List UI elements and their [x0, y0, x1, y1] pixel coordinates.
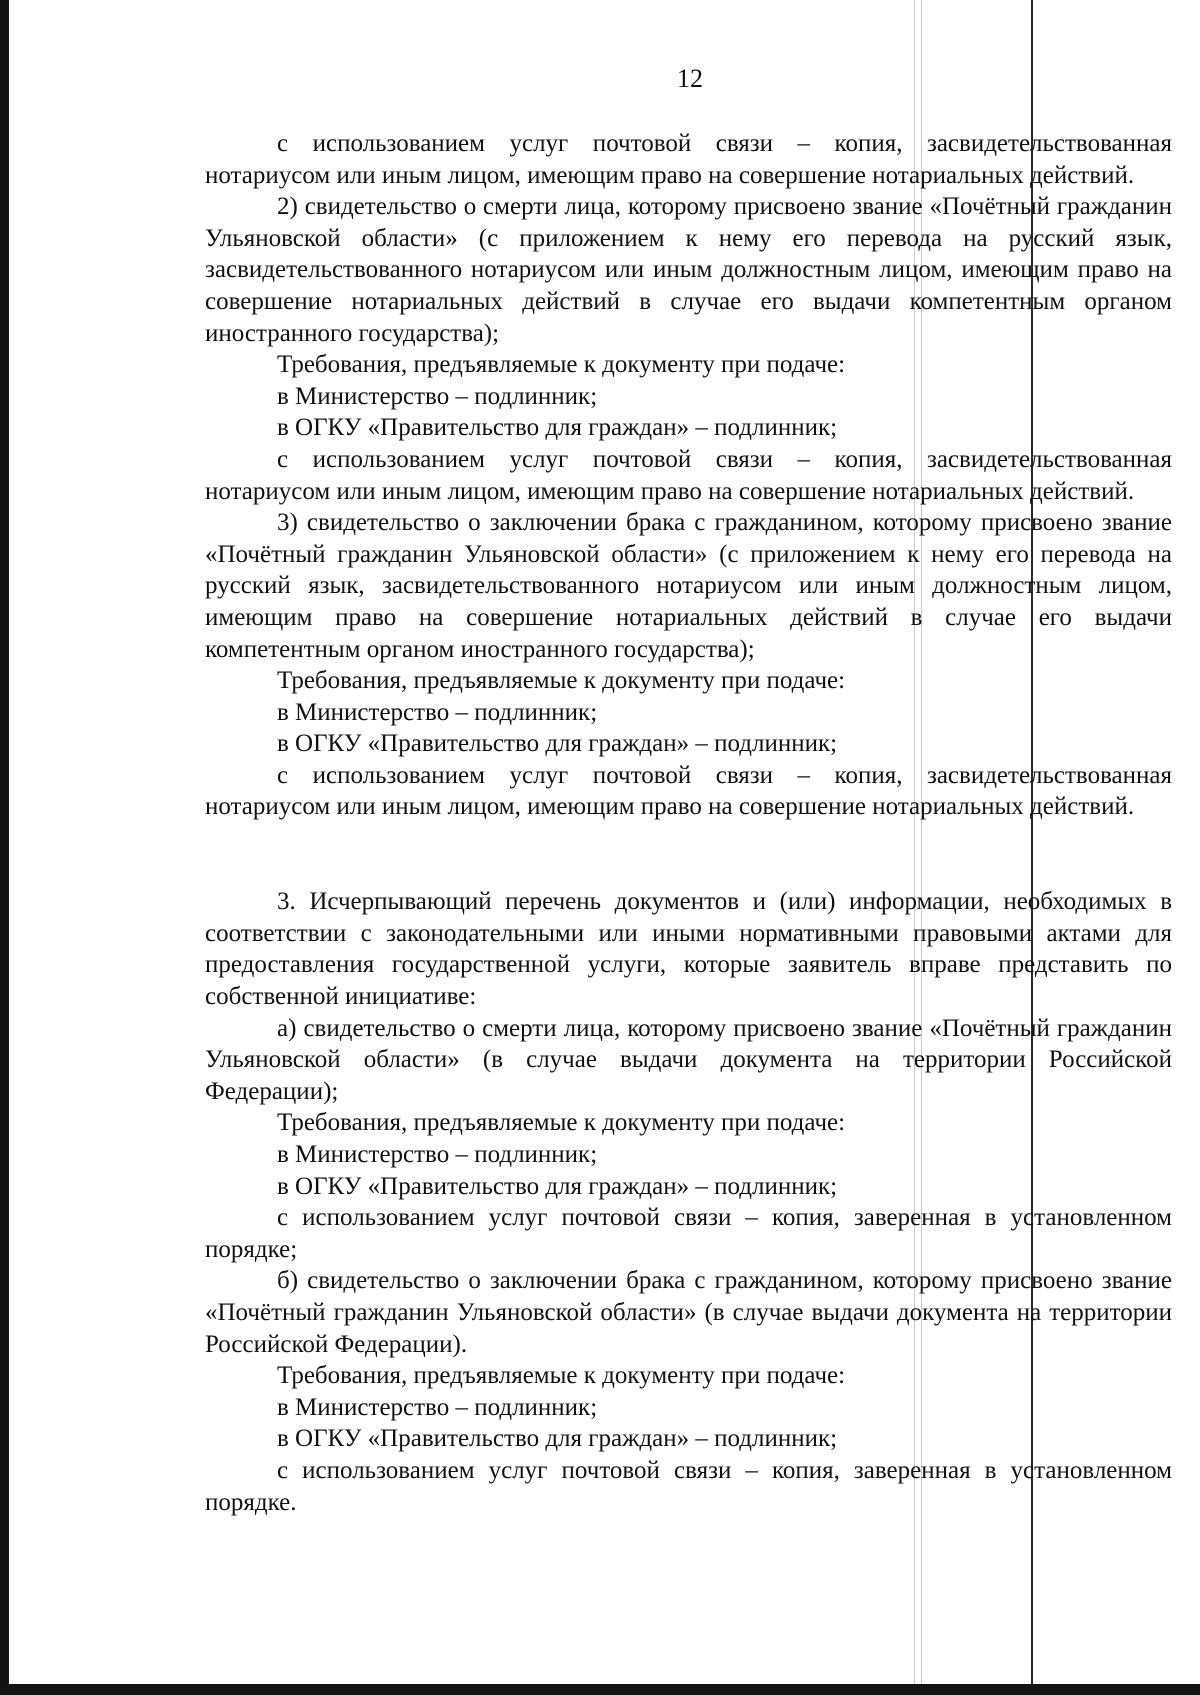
scan-edge-left: [0, 0, 9, 1695]
paragraph: в ОГКУ «Правительство для граждан» – подлинник;: [277, 730, 838, 758]
paragraph: б) свидетельство о заключении брака с гражданином, которому присвоено звание «Почётный гражданин Ульяновской области» (в случае выдачи документа на территории Российской Федерации).: [205, 1267, 1172, 1358]
paragraph: 3) свидетельство о заключении брака с гражданином, которому присвоено звание «Почётный гражданин Ульяновской области» (с приложением к нему его перевода на русский язык, засвидетельствованного нотариусом или иным должностным лицом, имеющим право на совершение нотариальных действий в случае его выдачи компетентным органом иностранного государства);: [205, 509, 1172, 663]
section-gap: [205, 823, 1172, 855]
paragraph: в ОГКУ «Правительство для граждан» – подлинник;: [277, 1172, 838, 1200]
paragraph: в Министерство – подлинник;: [277, 382, 598, 410]
paragraph: с использованием услуг почтовой связи – копия, засвидетельствованная нотариусом или иным лицом, имеющим право на совершение нотариальных действий.: [205, 445, 1172, 505]
page-number: 12: [677, 64, 703, 93]
paragraph: а) свидетельство о смерти лица, которому присвоено звание «Почётный гражданин Ульяновской области» (в случае выдачи документа на территории Российской Федерации);: [205, 1014, 1172, 1105]
paragraph: в ОГКУ «Правительство для граждан» – подлинник;: [277, 414, 838, 442]
paragraph: 2) свидетельство о смерти лица, которому присвоено звание «Почётный гражданин Ульяновской области» (с приложением к нему его перевода на русский язык, засвидетельствованного нотариусом или иным должностным лицом, имеющим право на совершение нотариальных действий в случае его выдачи компетентным органом иностранного государства);: [205, 193, 1172, 347]
paragraph: Требования, предъявляемые к документу при подаче:: [277, 1109, 846, 1137]
section-gap: [205, 855, 1172, 887]
paragraph: в ОГКУ «Правительство для граждан» – подлинник;: [277, 1425, 838, 1453]
section-3-heading: 3. Исчерпывающий перечень документов и (или) информации, необходимых в соответствии с законодательными или иными нормативными правовыми актами для предоставления государственной услуги, которые заявитель вправе представить по собственной инициативе:: [205, 888, 1172, 1011]
paragraph: Требования, предъявляемые к документу при подаче:: [277, 1362, 846, 1390]
paragraph: Требования, предъявляемые к документу при подаче:: [277, 667, 846, 695]
paragraph: в Министерство – подлинник;: [277, 698, 598, 726]
paragraph: в Министерство – подлинник;: [277, 1141, 598, 1168]
paragraph: с использованием услуг почтовой связи – копия, засвидетельствованная нотариусом или иным лицом, имеющим право на совершение нотариальных действий.: [205, 130, 1172, 189]
paragraph: Требования, предъявляемые к документу при подаче:: [277, 351, 846, 379]
paragraph: с использованием услуг почтовой связи – копия, заверенная в установленном порядке;: [205, 1204, 1172, 1263]
paragraph: с использованием услуг почтовой связи – копия, засвидетельствованная нотариусом или иным лицом, имеющим право на совершение нотариальных действий.: [205, 761, 1172, 821]
scan-edge-bottom: [0, 1684, 1200, 1695]
document-body: [205, 128, 1172, 1518]
paragraph: в Министерство – подлинник;: [277, 1393, 598, 1421]
paragraph: с использованием услуг почтовой связи – копия, заверенная в установленном порядке.: [205, 1456, 1172, 1516]
